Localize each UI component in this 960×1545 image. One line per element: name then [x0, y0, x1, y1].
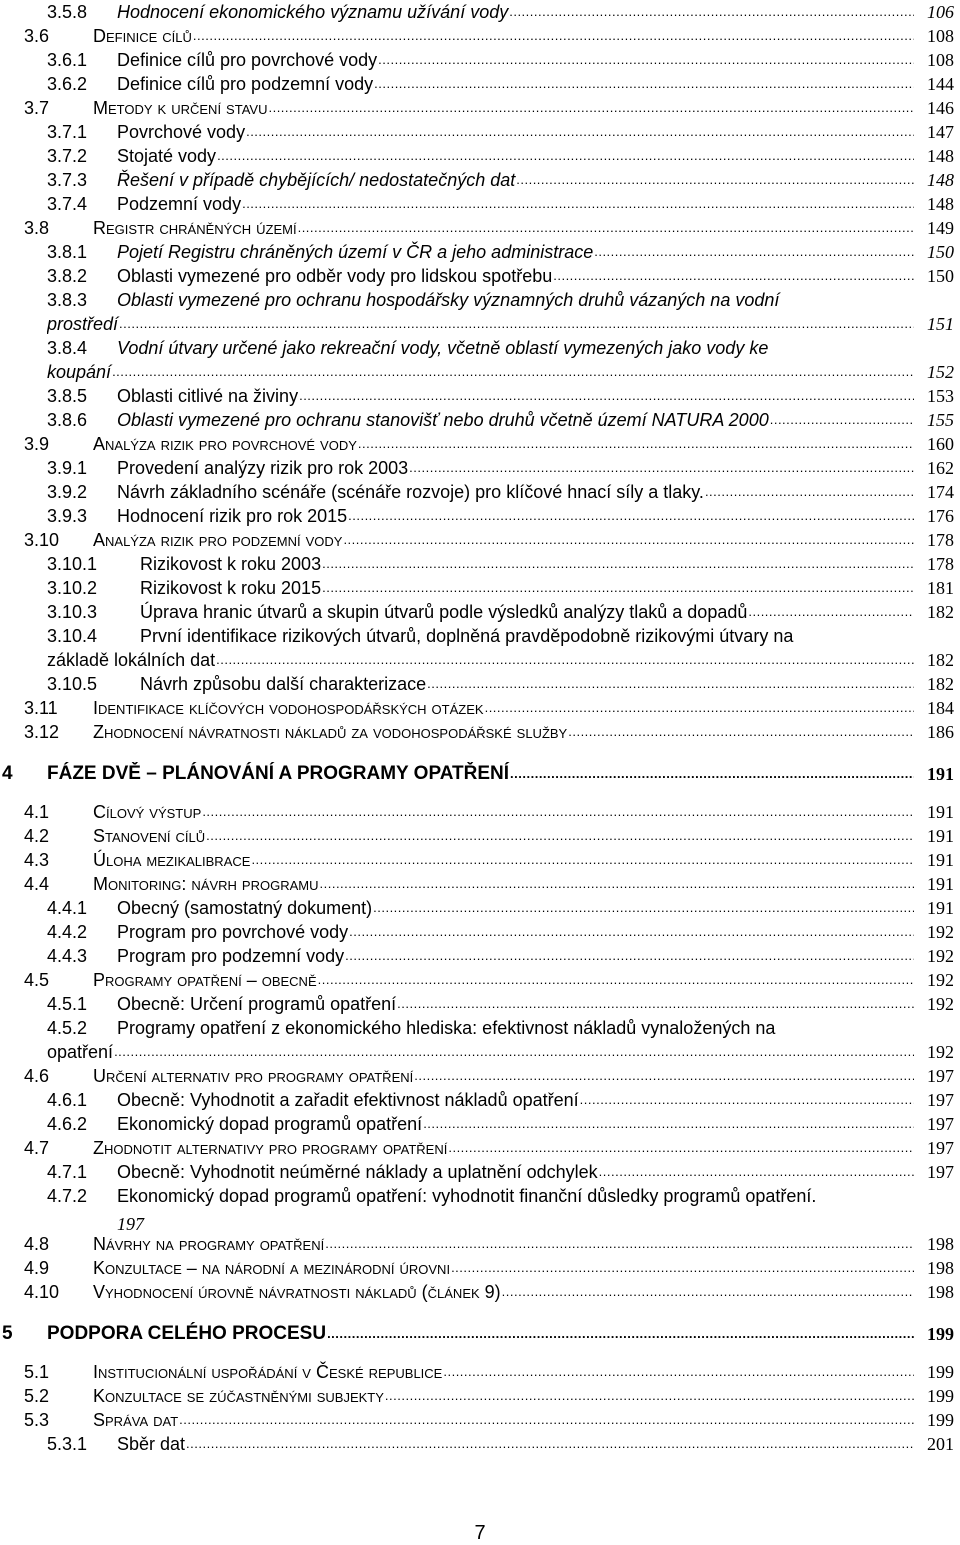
toc-entry-page: 199: [927, 1324, 954, 1344]
toc-entry-title: Hodnocení rizik pro rok 2015: [117, 506, 348, 526]
toc-entry[interactable]: [0, 1280, 960, 1304]
toc-entry[interactable]: [0, 824, 960, 848]
dot-leader: [484, 696, 914, 720]
toc-entry[interactable]: [0, 0, 960, 24]
toc-entry[interactable]: [0, 336, 960, 382]
toc-entry-number: 3.10.3: [47, 602, 98, 622]
dot-leader: [344, 944, 914, 968]
toc-entry-title: Identifikace klíčových vodohospodářských otázek: [93, 698, 484, 718]
toc-entry-number: 5.2: [24, 1386, 50, 1406]
toc-entry-number: 3.8.4: [47, 338, 88, 358]
toc-entry-number: 4.5.2: [47, 1018, 88, 1038]
dot-leader: [215, 648, 914, 672]
toc-entry-number: 4.5: [24, 970, 50, 990]
toc-entry-number: 3.9.3: [47, 506, 88, 526]
toc-entry[interactable]: [0, 552, 960, 576]
toc-entry-page: 149: [927, 218, 954, 238]
toc-entry[interactable]: [0, 96, 960, 120]
toc-entry-number: 4.4.2: [47, 922, 88, 942]
toc-entry-title: Rizikovost k roku 2015: [140, 578, 322, 598]
toc-entry-page: 191: [927, 874, 954, 894]
toc-entry-title: Úprava hranic útvarů a skupin útvarů podle výsledků analýzy tlaků a dopadů: [140, 602, 748, 622]
toc-entry-page: 150: [927, 266, 954, 286]
toc-entry-title: Určení alternativ pro programy opatření: [93, 1066, 414, 1086]
toc-entry-page: 147: [927, 122, 954, 142]
dot-leader: [769, 408, 914, 432]
toc-entry-number: 4.3: [24, 850, 50, 870]
toc-entry[interactable]: [0, 384, 960, 408]
toc-entry[interactable]: [0, 1112, 960, 1136]
toc-entry-page: 150: [927, 242, 954, 262]
toc-entry-page: 108: [927, 50, 954, 70]
toc-entry-title: Sběr dat: [117, 1434, 186, 1454]
toc-entry-title: Ekonomický dopad programů opatření: [117, 1114, 423, 1134]
toc-entry-page: 201: [927, 1434, 954, 1454]
dot-leader: [321, 576, 914, 600]
toc-entry[interactable]: [0, 624, 960, 670]
toc-entry-title: Definice cílů: [93, 26, 192, 46]
toc-entry[interactable]: [0, 1256, 960, 1280]
toc-entry-title: Obecně: Určení programů opatření: [117, 994, 397, 1014]
toc-entry-number: 3.7.2: [47, 146, 88, 166]
toc-entry[interactable]: [0, 872, 960, 896]
toc-entry[interactable]: [0, 1064, 960, 1088]
dot-leader: [245, 120, 914, 144]
dot-leader: [377, 48, 914, 72]
toc-entry-title: Úloha mezikalibrace: [93, 850, 251, 870]
toc-entry-page: 178: [927, 554, 954, 574]
toc-entry[interactable]: [0, 1384, 960, 1408]
dot-leader: [372, 896, 914, 920]
toc-entry-title: Řešení v případě chybějících/ nedostatečných dat: [117, 170, 516, 190]
toc-entry-number: 3.10.4: [47, 626, 98, 646]
dot-leader: [408, 456, 914, 480]
toc-entry-page: 197: [117, 1214, 144, 1234]
toc-entry-number: 3.8.1: [47, 242, 88, 262]
toc-entry-title: Program pro povrchové vody: [117, 922, 349, 942]
dot-leader: [205, 824, 914, 848]
toc-entry-number: 3.9.2: [47, 482, 88, 502]
dot-leader: [342, 528, 914, 552]
toc-entry-page: 192: [927, 922, 954, 942]
toc-entry[interactable]: [0, 1322, 960, 1346]
toc-entry-page: 192: [927, 970, 954, 990]
toc-entry-title: Stanovení cílů: [93, 826, 206, 846]
toc-entry-page: 174: [927, 482, 954, 502]
toc-entry-page: 198: [927, 1282, 954, 1302]
toc-entry-number: 4.8: [24, 1234, 50, 1254]
toc-entry-title: Zhodnocení návratnosti nákladů za vodohospodářské služby: [93, 722, 568, 742]
toc-entry-number: 4.6.1: [47, 1090, 88, 1110]
toc-entry-page: 191: [927, 802, 954, 822]
toc-entry-number: 4.7.1: [47, 1162, 88, 1182]
toc-entry[interactable]: [0, 48, 960, 72]
toc-entry[interactable]: [0, 1088, 960, 1112]
toc-entry-number: 4.4.3: [47, 946, 88, 966]
toc-entry-page: 108: [927, 26, 954, 46]
toc-entry-title: Oblasti citlivé na živiny: [117, 386, 299, 406]
dot-leader: [348, 920, 914, 944]
toc-entry[interactable]: [0, 24, 960, 48]
toc-entry-title: Návrh způsobu další charakterizace: [140, 674, 427, 694]
toc-entry-number: 4.10: [24, 1282, 60, 1302]
toc-entry-page: 182: [927, 674, 954, 694]
toc-entry-page: 197: [927, 1066, 954, 1086]
toc-entry-number: 4.4: [24, 874, 50, 894]
toc-entry-number: 3.9: [24, 434, 50, 454]
toc-entry[interactable]: [0, 992, 960, 1016]
toc-entry-page: 191: [927, 826, 954, 846]
toc-entry[interactable]: [0, 696, 960, 720]
dot-leader: [216, 144, 914, 168]
toc-entry-page: 198: [927, 1258, 954, 1278]
dot-leader: [347, 504, 914, 528]
toc-entry-number: 3.8.6: [47, 410, 88, 430]
toc-entry-title: Programy opatření z ekonomického hlediska: efektivnost nákladů vynaložených na: [117, 1018, 776, 1038]
toc-entry[interactable]: [0, 576, 960, 600]
toc-entry-title: Stojaté vody: [117, 146, 217, 166]
toc-entry[interactable]: [0, 192, 960, 216]
dot-leader: [442, 1360, 914, 1384]
toc-entry-page: 197: [927, 1090, 954, 1110]
dot-leader: [192, 24, 914, 48]
toc-entry[interactable]: [0, 72, 960, 96]
toc-entry[interactable]: [0, 762, 960, 786]
toc-entry-title: Obecný (samostatný dokument): [117, 898, 373, 918]
toc-entry-title: Správa dat: [93, 1410, 179, 1430]
toc-entry-number: 3.7.3: [47, 170, 88, 190]
dot-leader: [422, 1112, 914, 1136]
dot-leader: [567, 720, 914, 744]
toc-entry-title: Hodnocení ekonomického významu užívání vody: [117, 2, 509, 22]
toc-entry-page: 192: [927, 946, 954, 966]
toc-entry-number: 3.8: [24, 218, 50, 238]
dot-leader: [373, 72, 914, 96]
dot-leader: [297, 216, 914, 240]
toc-entry-title: Návrh základního scénáře (scénáře rozvoje) pro klíčové hnací síly a tlaky.: [117, 482, 704, 502]
toc-entry[interactable]: [0, 288, 960, 334]
dot-leader: [509, 762, 914, 786]
toc-entry[interactable]: [0, 264, 960, 288]
dot-leader: [326, 1322, 914, 1346]
toc-entry-title: Konzultace – na národní a mezinárodní úrovni: [93, 1258, 451, 1278]
toc-entry[interactable]: [0, 144, 960, 168]
toc-entry-page: 198: [927, 1234, 954, 1254]
toc-entry[interactable]: [0, 528, 960, 552]
toc-entry[interactable]: [0, 600, 960, 624]
toc-entry-title: PODPORA CELÉHO PROCESU: [47, 1323, 327, 1344]
toc-entry-number: 3.6.1: [47, 50, 88, 70]
toc-entry-title: Provedení analýzy rizik pro rok 2003: [117, 458, 409, 478]
toc-entry-number: 3.9.1: [47, 458, 88, 478]
toc-entry-page: 182: [927, 650, 954, 670]
dot-leader: [321, 552, 914, 576]
toc-entry[interactable]: [0, 1184, 960, 1234]
toc-entry-page: 182: [927, 602, 954, 622]
toc-entry[interactable]: [0, 240, 960, 264]
toc-entry-title: Metody k určení stavu: [93, 98, 268, 118]
toc-entry-title: Registr chráněných území: [93, 218, 297, 238]
toc-entry-title: Pojetí Registru chráněných území v ČR a jeho administrace: [117, 242, 594, 262]
toc-entry-number: 4.4.1: [47, 898, 88, 918]
toc-entry-title-continued: základě lokálních dat: [47, 650, 216, 670]
toc-entry-page: 176: [927, 506, 954, 526]
toc-entry-page: 186: [927, 722, 954, 742]
dot-leader: [426, 672, 914, 696]
toc-entry[interactable]: [0, 1160, 960, 1184]
toc-entry-page: 106: [927, 2, 954, 22]
toc-entry[interactable]: [0, 800, 960, 824]
dot-leader: [319, 872, 915, 896]
toc-entry-number: 3.11: [24, 698, 58, 718]
dot-leader: [357, 432, 914, 456]
toc-entry-number: 5.3.1: [47, 1434, 88, 1454]
toc-entry[interactable]: [0, 408, 960, 432]
toc-entry-title: Konzultace se zúčastněnými subjekty: [93, 1386, 384, 1406]
toc-entry-page: 199: [927, 1410, 954, 1430]
toc-entry-number: 3.7.1: [47, 122, 88, 142]
toc-entry-number: 3.8.2: [47, 266, 88, 286]
dot-leader: [324, 1232, 914, 1256]
toc-entry[interactable]: [0, 480, 960, 504]
toc-entry-number: 3.10.1: [47, 554, 98, 574]
dot-leader: [384, 1384, 914, 1408]
dot-leader: [413, 1064, 914, 1088]
toc-entry-title: Programy opatření – obecně: [93, 970, 317, 990]
toc-entry-page: 153: [927, 386, 954, 406]
toc-entry-title: První identifikace rizikových útvarů, doplněná pravděpodobně rizikovými útvary na: [140, 626, 794, 646]
toc-entry[interactable]: [0, 120, 960, 144]
toc-entry-page: 191: [927, 898, 954, 918]
toc-entry-title: Monitoring: návrh programu: [93, 874, 319, 894]
toc-entry-page: 160: [927, 434, 954, 454]
toc-entry[interactable]: [0, 504, 960, 528]
toc-entry-title: Cílový výstup: [93, 802, 202, 822]
toc-entry-number: 3.10.2: [47, 578, 98, 598]
toc-entry-number: 4: [2, 763, 13, 784]
toc-entry-page: 144: [927, 74, 954, 94]
toc-entry-number: 3.6.2: [47, 74, 88, 94]
toc-entry-number: 4.5.1: [47, 994, 88, 1014]
toc-entry-number: 5: [2, 1323, 13, 1344]
dot-leader: [250, 848, 914, 872]
toc-entry-page: 199: [927, 1386, 954, 1406]
dot-leader: [593, 240, 914, 264]
toc-entry-title: Definice cílů pro podzemní vody: [117, 74, 374, 94]
toc-entry[interactable]: [0, 216, 960, 240]
toc-entry-title: Institucionální uspořádání v České republice: [93, 1362, 443, 1382]
dot-leader: [515, 168, 914, 192]
toc-entry-title: Obecně: Vyhodnotit neúměrné náklady a uplatnění odchylek: [117, 1162, 598, 1182]
toc-entry-page: 184: [927, 698, 954, 718]
toc-entry-page: 197: [927, 1114, 954, 1134]
dot-leader: [396, 992, 914, 1016]
toc-entry[interactable]: [0, 1136, 960, 1160]
toc-entry-title: Analýza rizik pro podzemní vody: [93, 530, 343, 550]
toc-entry[interactable]: [0, 1016, 960, 1062]
toc-entry-title-continued: prostředí: [47, 314, 119, 334]
toc-entry-title: Analýza rizik pro povrchové vody: [93, 434, 357, 454]
toc-entry-page: 197: [927, 1162, 954, 1182]
toc-entry-title: Program pro podzemní vody: [117, 946, 345, 966]
toc-entry-page: 162: [927, 458, 954, 478]
toc-entry-page: 192: [927, 1042, 954, 1062]
toc-entry-page: 181: [927, 578, 954, 598]
toc-entry-page: 148: [927, 146, 954, 166]
dot-leader: [579, 1088, 914, 1112]
toc-entry-page: 178: [927, 530, 954, 550]
dot-leader: [747, 600, 914, 624]
toc-entry[interactable]: [0, 168, 960, 192]
toc-entry-number: 3.8.3: [47, 290, 88, 310]
toc-entry[interactable]: [0, 1432, 960, 1456]
toc-entry-number: 5.3: [24, 1410, 50, 1430]
toc-entry[interactable]: [0, 896, 960, 920]
toc-entry[interactable]: [0, 1232, 960, 1256]
page-number: 7: [474, 1522, 486, 1544]
toc-entry[interactable]: [0, 944, 960, 968]
dot-leader: [267, 96, 914, 120]
toc-entry-title: Vodní útvary určené jako rekreační vody, včetně oblastí vymezených jako vody ke: [117, 338, 769, 358]
toc-entry[interactable]: [0, 432, 960, 456]
toc-entry-number: 3.6: [24, 26, 50, 46]
toc-entry-title: Oblasti vymezené pro ochranu stanovišť nebo druhů včetně území NATURA 2000: [117, 410, 769, 430]
toc-entry-title: Zhodnotit alternativy pro programy opatření: [93, 1138, 448, 1158]
dot-leader: [185, 1432, 914, 1456]
dot-leader: [501, 1280, 914, 1304]
toc-entry-page: 146: [927, 98, 954, 118]
toc-entry-page: 151: [927, 314, 954, 334]
dot-leader: [317, 968, 914, 992]
toc-entry-number: 3.7: [24, 98, 50, 118]
toc-entry-page: 155: [927, 410, 954, 430]
toc-entry-number: 4.1: [24, 802, 50, 822]
toc-entry-page: 197: [927, 1138, 954, 1158]
toc-entry[interactable]: [0, 720, 960, 744]
toc-entry-number: 5.1: [24, 1362, 50, 1382]
toc-entry[interactable]: [0, 1408, 960, 1432]
toc-entry-title: Podzemní vody: [117, 194, 242, 214]
dot-leader: [113, 1040, 914, 1064]
toc-entry-page: 199: [927, 1362, 954, 1382]
toc-entry-title: Vyhodnocení úrovně návratnosti nákladů (článek 9): [93, 1282, 501, 1302]
dot-leader: [447, 1136, 914, 1160]
dot-leader: [704, 480, 914, 504]
toc-entry-number: 3.10: [24, 530, 60, 550]
dot-leader: [298, 384, 914, 408]
toc-entry-number: 3.12: [24, 722, 60, 742]
toc-entry-page: 191: [927, 764, 954, 784]
toc-entry-number: 4.6.2: [47, 1114, 88, 1134]
toc-entry-title: Obecně: Vyhodnotit a zařadit efektivnost nákladů opatření: [117, 1090, 579, 1110]
toc-entry-number: 3.5.8: [47, 2, 88, 22]
toc-entry-title-continued: opatření: [47, 1042, 114, 1062]
toc-entry-title: Povrchové vody: [117, 122, 246, 142]
dot-leader: [552, 264, 914, 288]
dot-leader: [598, 1160, 914, 1184]
dot-leader: [118, 312, 914, 336]
dot-leader: [111, 360, 914, 384]
toc-entry[interactable]: [0, 968, 960, 992]
toc-entry-title-continued: koupání: [47, 362, 112, 382]
dot-leader: [450, 1256, 914, 1280]
toc-entry-title: Rizikovost k roku 2003: [140, 554, 322, 574]
toc-entry[interactable]: [0, 848, 960, 872]
toc-entry[interactable]: [0, 920, 960, 944]
toc-entry-title: Oblasti vymezené pro odběr vody pro lidskou spotřebu: [117, 266, 553, 286]
dot-leader: [241, 192, 914, 216]
toc-entry-title: Návrhy na programy opatření: [93, 1234, 325, 1254]
toc-entry-number: 4.7.2: [47, 1186, 88, 1206]
toc-entry[interactable]: [0, 456, 960, 480]
toc-entry-number: 4.2: [24, 826, 50, 846]
toc-entry[interactable]: [0, 1360, 960, 1384]
toc-entry-title: Definice cílů pro povrchové vody: [117, 50, 378, 70]
toc-entry-page: 192: [927, 994, 954, 1014]
toc-entry-page: 148: [927, 170, 954, 190]
toc-entry-title: Oblasti vymezené pro ochranu hospodářsky významných druhů vázaných na vodní: [117, 290, 780, 310]
toc-entry-number: 4.6: [24, 1066, 50, 1086]
toc-entry-page: 148: [927, 194, 954, 214]
toc-entry-number: 3.7.4: [47, 194, 88, 214]
toc-entry-page: 152: [927, 362, 954, 382]
toc-entry-title: Ekonomický dopad programů opatření: vyhodnotit finanční důsledky programů opatření.: [117, 1186, 817, 1206]
toc-entry-number: 4.9: [24, 1258, 50, 1278]
toc-entry-number: 3.10.5: [47, 674, 98, 694]
toc-entry-title: FÁZE DVĚ – PLÁNOVÁNÍ A PROGRAMY OPATŘENÍ: [47, 763, 510, 784]
dot-leader: [508, 0, 914, 24]
dot-leader: [178, 1408, 914, 1432]
toc-entry-number: 4.7: [24, 1138, 50, 1158]
dot-leader: [201, 800, 914, 824]
toc-entry-page: 191: [927, 850, 954, 870]
toc-entry[interactable]: [0, 672, 960, 696]
toc-entry-number: 3.8.5: [47, 386, 88, 406]
